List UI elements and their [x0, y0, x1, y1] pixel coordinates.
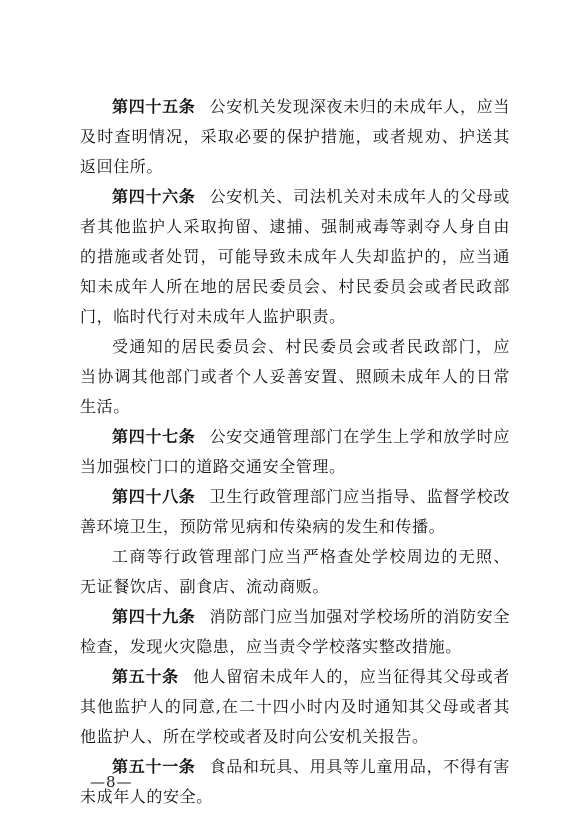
article-text: 消防部门应当加强对学校场所的消防安全检查，发现火灾隐患，应当责令学校落实整改措施。: [80, 607, 510, 656]
article-45: [80, 92, 510, 182]
article-48: [80, 482, 510, 542]
article-48-paragraph-2: [80, 542, 510, 602]
document-body: [80, 92, 510, 812]
article-47: [80, 422, 510, 482]
page-number: —8—: [90, 773, 133, 791]
article-text: 工商等行政管理部门应当严格查处学校周边的无照、无证餐饮店、副食店、流动商贩。: [80, 547, 510, 596]
article-heading: 第五十一条: [112, 757, 196, 776]
article-text: 他人留宿未成年人的，应当征得其父母或者其他监护人的同意,在二十四小时内及时通知其父母或者其他监护人、所在学校或者及时向公安机关报告。: [80, 667, 511, 746]
article-46-paragraph-2: [80, 332, 510, 422]
article-text: 公安机关发现深夜未归的未成年人，应当及时查明情况，采取必要的保护措施，或者规劝、护送其返回住所。: [80, 97, 510, 176]
article-46: [80, 182, 510, 332]
article-text: 食品和玩具、用具等儿童用品，不得有害未成年人的安全。: [80, 757, 510, 806]
article-text: 受通知的居民委员会、村民委员会或者民政部门，应当协调其他部门或者个人妥善安置、照顾未成年人的日常生活。: [80, 337, 510, 416]
article-text: 公安交通管理部门在学生上学和放学时应当加强校门口的道路交通安全管理。: [80, 427, 510, 476]
article-heading: 第四十六条: [112, 187, 196, 206]
article-50: [80, 662, 510, 752]
article-text: 卫生行政管理部门应当指导、监督学校改善环境卫生，预防常见病和传染病的发生和传播。: [80, 487, 510, 536]
article-49: [80, 602, 510, 662]
article-heading: 第四十五条: [112, 97, 196, 116]
article-heading: 第四十九条: [112, 607, 196, 626]
article-heading: 第四十八条: [112, 487, 196, 506]
article-51: [80, 752, 510, 812]
article-heading: 第五十条: [112, 667, 179, 686]
article-text: 公安机关、司法机关对未成年人的父母或者其他监护人采取拘留、逮捕、强制戒毒等剥夺人身自由的措施或者处罚，可能导致未成年人失却监护的，应当通知未成年人所在地的居民委员会、村民委员会或者民政部门，临时代行对未成年人监护职责。: [80, 187, 510, 326]
article-heading: 第四十七条: [112, 427, 196, 446]
